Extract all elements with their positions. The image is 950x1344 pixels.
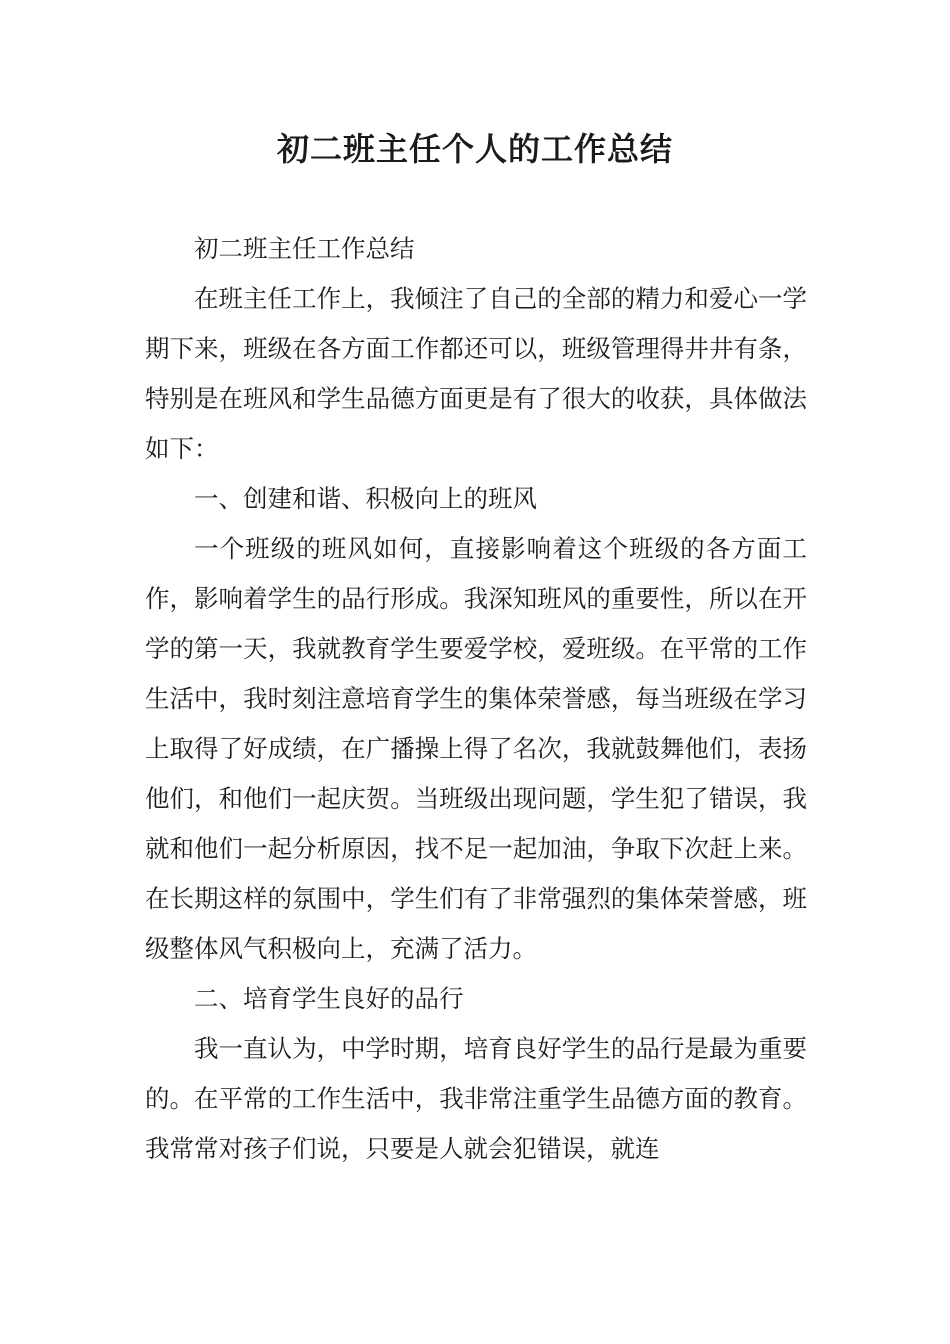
section-heading-1: 一、创建和谐、积极向上的班风	[194, 484, 537, 513]
paragraph-intro: 在班主任工作上，我倾注了自己的全部的精力和爱心一学期下来，班级在各方面工作都还可以，班级管理得井井有条，特别是在班风和学生品德方面更是有了很大的收获，具体做法如下：	[145, 284, 807, 463]
document-body	[145, 224, 807, 1174]
paragraph-section-2: 我一直认为，中学时期，培育良好学生的品行是最为重要的。在平常的工作生活中，我非常注重学生品德方面的教育。我常常对孩子们说，只要是人就会犯错误，就连	[145, 1034, 807, 1163]
document-title: 初二班主任个人的工作总结	[276, 130, 673, 168]
section-heading-2: 二、培育学生良好的品行	[194, 984, 464, 1013]
paragraph-subtitle: 初二班主任工作总结	[194, 234, 415, 263]
paragraph-section-1: 一个班级的班风如何，直接影响着这个班级的各方面工作，影响着学生的品行形成。我深知班风的重要性，所以在开学的第一天，我就教育学生要爱学校，爱班级。在平常的工作生活中，我时刻注意培育学生的集体荣誉感，每当班级在学习上取得了好成绩，在广播操上得了名次，我就鼓舞他们，表扬他们，和他们一起庆贺。当班级出现问题，学生犯了错误，我就和他们一起分析原因，找不足一起加油，争取下次赶上来。在长期这样的氛围中，学生们有了非常强烈的集体荣誉感，班级整体风气积极向上，充满了活力。	[145, 534, 807, 963]
